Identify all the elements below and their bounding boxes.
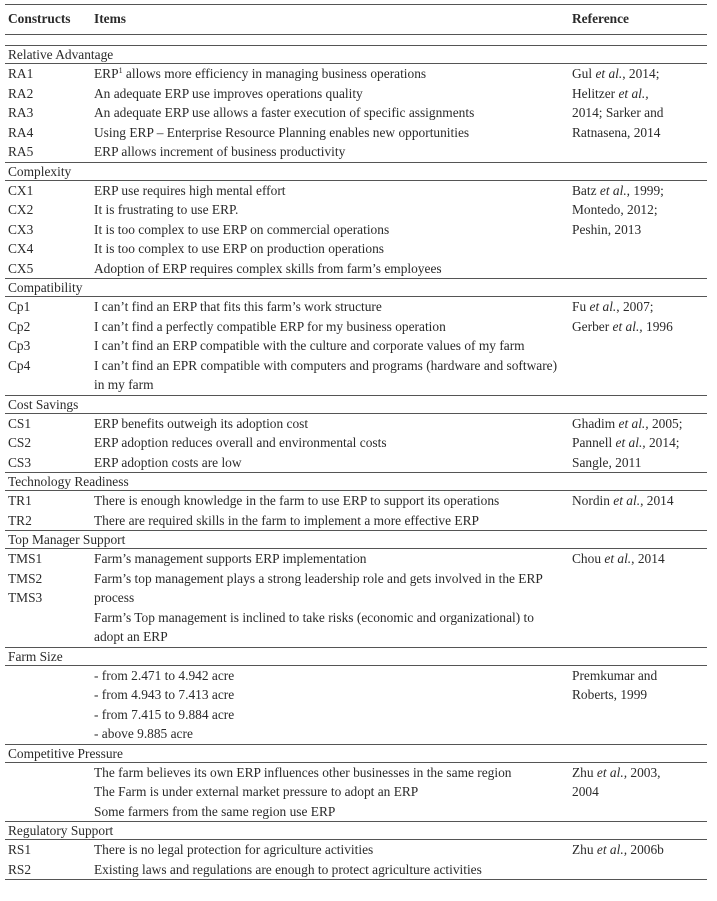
reference-text: Nordin et al., 2014: [572, 493, 674, 508]
construct-code: RA3: [8, 105, 34, 120]
section-header-row: [5, 744, 707, 762]
table-row: [5, 220, 707, 240]
table-row: [5, 549, 707, 569]
item-text: Some farmers from the same region use ERP: [94, 803, 336, 819]
reference-text: Pannell et al., 2014;: [572, 435, 680, 450]
section-header-row: [5, 822, 707, 840]
table-row: [5, 64, 707, 84]
item-text: ERP benefits outweigh its adoption cost: [94, 415, 309, 431]
construct-code: RA1: [8, 66, 34, 81]
construct-code: CS3: [8, 454, 32, 470]
section-title: Relative Advantage: [5, 46, 707, 64]
reference-text: [569, 724, 707, 744]
item-text: I can’t find an ERP compatible with the culture and corporate values of my farm: [94, 338, 525, 353]
table-row: [5, 297, 707, 317]
item-text: ERP adoption costs are low: [94, 454, 242, 470]
reference-text: [569, 356, 707, 396]
construct-code: [5, 685, 91, 705]
item-text: - from 2.471 to 4.942 acre: [94, 667, 235, 683]
construct-code: CX2: [8, 202, 34, 217]
table-row: [5, 142, 707, 162]
item-text: ERP allows increment of business productivity: [94, 144, 346, 159]
item-text: It is too complex to use ERP on production operations: [94, 241, 384, 256]
table-row: [5, 259, 707, 279]
table-row: [5, 84, 707, 104]
item-text: Adoption of ERP requires complex skills from farm’s employees: [94, 260, 442, 276]
reference-text: Zhu et al., 2006b: [572, 842, 664, 857]
table-row: [5, 180, 707, 200]
item-text: Farm’s top management plays a strong leadership role and gets involved in the ERP process: [94, 570, 543, 605]
section-title: Technology Readiness: [5, 473, 707, 491]
table-row: [5, 239, 707, 259]
reference-text: [569, 239, 707, 259]
table-row: [5, 665, 707, 685]
construct-code: CX1: [8, 182, 34, 198]
construct-code: [5, 762, 91, 782]
section-title: Complexity: [5, 162, 707, 180]
section-title: Regulatory Support: [5, 822, 707, 840]
section-header-row: [5, 46, 707, 64]
reference-text: Gul et al., 2014;: [572, 66, 660, 81]
construct-code: CS1: [8, 415, 32, 431]
table-row: [5, 413, 707, 433]
item-text: I can’t find an ERP that fits this farm’s work structure: [94, 299, 382, 314]
reference-text: [569, 511, 707, 531]
construct-code: RS1: [8, 842, 32, 857]
reference-text: Montedo, 2012;: [572, 202, 658, 217]
reference-text: [569, 569, 707, 608]
construct-code: Cp4: [8, 357, 31, 373]
construct-code: Cp3: [8, 338, 31, 353]
table-row: [5, 317, 707, 337]
construct-code: [5, 802, 91, 822]
section-title: Compatibility: [5, 279, 707, 297]
item-text: It is too complex to use ERP on commercial operations: [94, 221, 390, 237]
reference-text: [569, 705, 707, 725]
section-header-row: [5, 395, 707, 413]
reference-text: Chou et al., 2014: [572, 551, 665, 566]
table-row: [5, 782, 707, 802]
construct-code: TMS1: [8, 551, 43, 566]
table-row: [5, 433, 707, 453]
item-text: - from 7.415 to 9.884 acre: [94, 706, 235, 722]
table-row: [5, 840, 707, 860]
table-row: [5, 356, 707, 396]
table-row: [5, 200, 707, 220]
construct-code: CX3: [8, 221, 34, 237]
reference-text: Zhu et al., 2003,: [572, 764, 661, 780]
table-row: [5, 762, 707, 782]
table-row: [5, 491, 707, 511]
table-row: [5, 860, 707, 880]
table-row: [5, 802, 707, 822]
reference-text: Ratnasena, 2014: [572, 124, 661, 140]
construct-code: [5, 724, 91, 744]
item-text: It is frustrating to use ERP.: [94, 202, 239, 217]
constructs-table: [5, 4, 707, 880]
construct-code: Cp2: [8, 318, 31, 334]
construct-code: RA5: [8, 144, 34, 159]
item-text: I can’t find a perfectly compatible ERP for my business operation: [94, 318, 446, 334]
construct-code: [5, 665, 91, 685]
reference-text: Roberts, 1999: [572, 687, 648, 702]
table-row: [5, 685, 707, 705]
reference-text: [569, 336, 707, 356]
section-header-row: [5, 279, 707, 297]
reference-text: Sangle, 2011: [572, 454, 642, 470]
item-text: Using ERP – Enterprise Resource Planning enables new opportunities: [94, 124, 470, 140]
header-items: Items: [91, 5, 569, 35]
item-text: - above 9.885 acre: [94, 726, 193, 741]
header-reference: Reference: [569, 5, 707, 35]
construct-code: [5, 608, 91, 648]
item-text: An adequate ERP use allows a faster execution of specific assignments: [94, 105, 475, 120]
section-title: Competitive Pressure: [5, 744, 707, 762]
item-text: An adequate ERP use improves operations quality: [94, 85, 363, 101]
table-row: [5, 569, 707, 608]
section-title: Top Manager Support: [5, 531, 707, 549]
reference-text: Fu et al., 2007;: [572, 299, 654, 314]
construct-code: Cp1: [8, 299, 31, 314]
header-constructs: Constructs: [5, 5, 91, 35]
construct-code: TMS2 TMS3: [8, 570, 43, 605]
table-row: [5, 453, 707, 473]
table-row: [5, 336, 707, 356]
reference-text: 2014; Sarker and: [572, 105, 664, 120]
construct-code: RA4: [8, 124, 34, 140]
table-row: [5, 608, 707, 648]
item-text: The Farm is under external market pressure to adopt an ERP: [94, 784, 419, 799]
construct-code: [5, 705, 91, 725]
item-text: ERP$^1$ allows more efficiency in managing business operations: [94, 66, 427, 81]
item-text: There are required skills in the farm to implement a more effective ERP: [94, 512, 479, 528]
construct-code: CX5: [8, 260, 34, 276]
table-header-row: [5, 5, 707, 35]
section-header-row: [5, 473, 707, 491]
item-text: Existing laws and regulations are enough to protect agriculture activities: [91, 860, 569, 880]
item-text: ERP adoption reduces overall and environmental costs: [94, 435, 387, 450]
item-text: Farm’s Top management is inclined to take risks (economic and organizational) to adopt an ERP: [94, 609, 534, 644]
reference-text: [569, 860, 707, 880]
table-row: [5, 705, 707, 725]
reference-text: [569, 259, 707, 279]
reference-text: Ghadim et al., 2005;: [572, 415, 683, 431]
construct-code: TR2: [8, 512, 32, 528]
reference-text: Helitzer et al.,: [572, 85, 649, 101]
table-row: [5, 511, 707, 531]
construct-code: RA2: [8, 85, 34, 101]
reference-text: [569, 608, 707, 648]
item-text: - from 4.943 to 7.413 acre: [94, 687, 235, 702]
reference-text: Batz et al., 1999;: [572, 182, 664, 198]
section-title: Farm Size: [5, 647, 707, 665]
section-header-row: [5, 647, 707, 665]
item-text: There is no legal protection for agriculture activities: [94, 842, 374, 857]
reference-text: Peshin, 2013: [572, 221, 642, 237]
table-row: [5, 123, 707, 143]
construct-code: TR1: [8, 493, 32, 508]
item-text: There is enough knowledge in the farm to use ERP to support its operations: [94, 493, 500, 508]
table-row: [5, 724, 707, 744]
section-title: Cost Savings: [5, 395, 707, 413]
item-text: Farm’s management supports ERP implementation: [94, 551, 367, 566]
table-body: [5, 46, 707, 880]
construct-code: [5, 782, 91, 802]
reference-text: Gerber et al., 1996: [572, 318, 673, 334]
item-text: I can’t find an EPR compatible with computers and programs (hardware and software) in my farm: [94, 357, 558, 392]
reference-text: [569, 142, 707, 162]
construct-code: CS2: [8, 435, 32, 450]
construct-code: RS2: [5, 860, 91, 880]
reference-text: Premkumar and: [572, 667, 658, 683]
table-row: [5, 103, 707, 123]
item-text: The farm believes its own ERP influences other businesses in the same region: [94, 764, 512, 780]
item-text: ERP use requires high mental effort: [94, 182, 286, 198]
section-header-row: [5, 162, 707, 180]
reference-text: [569, 802, 707, 822]
section-header-row: [5, 531, 707, 549]
reference-text: 2004: [572, 784, 599, 799]
construct-code: CX4: [8, 241, 34, 256]
